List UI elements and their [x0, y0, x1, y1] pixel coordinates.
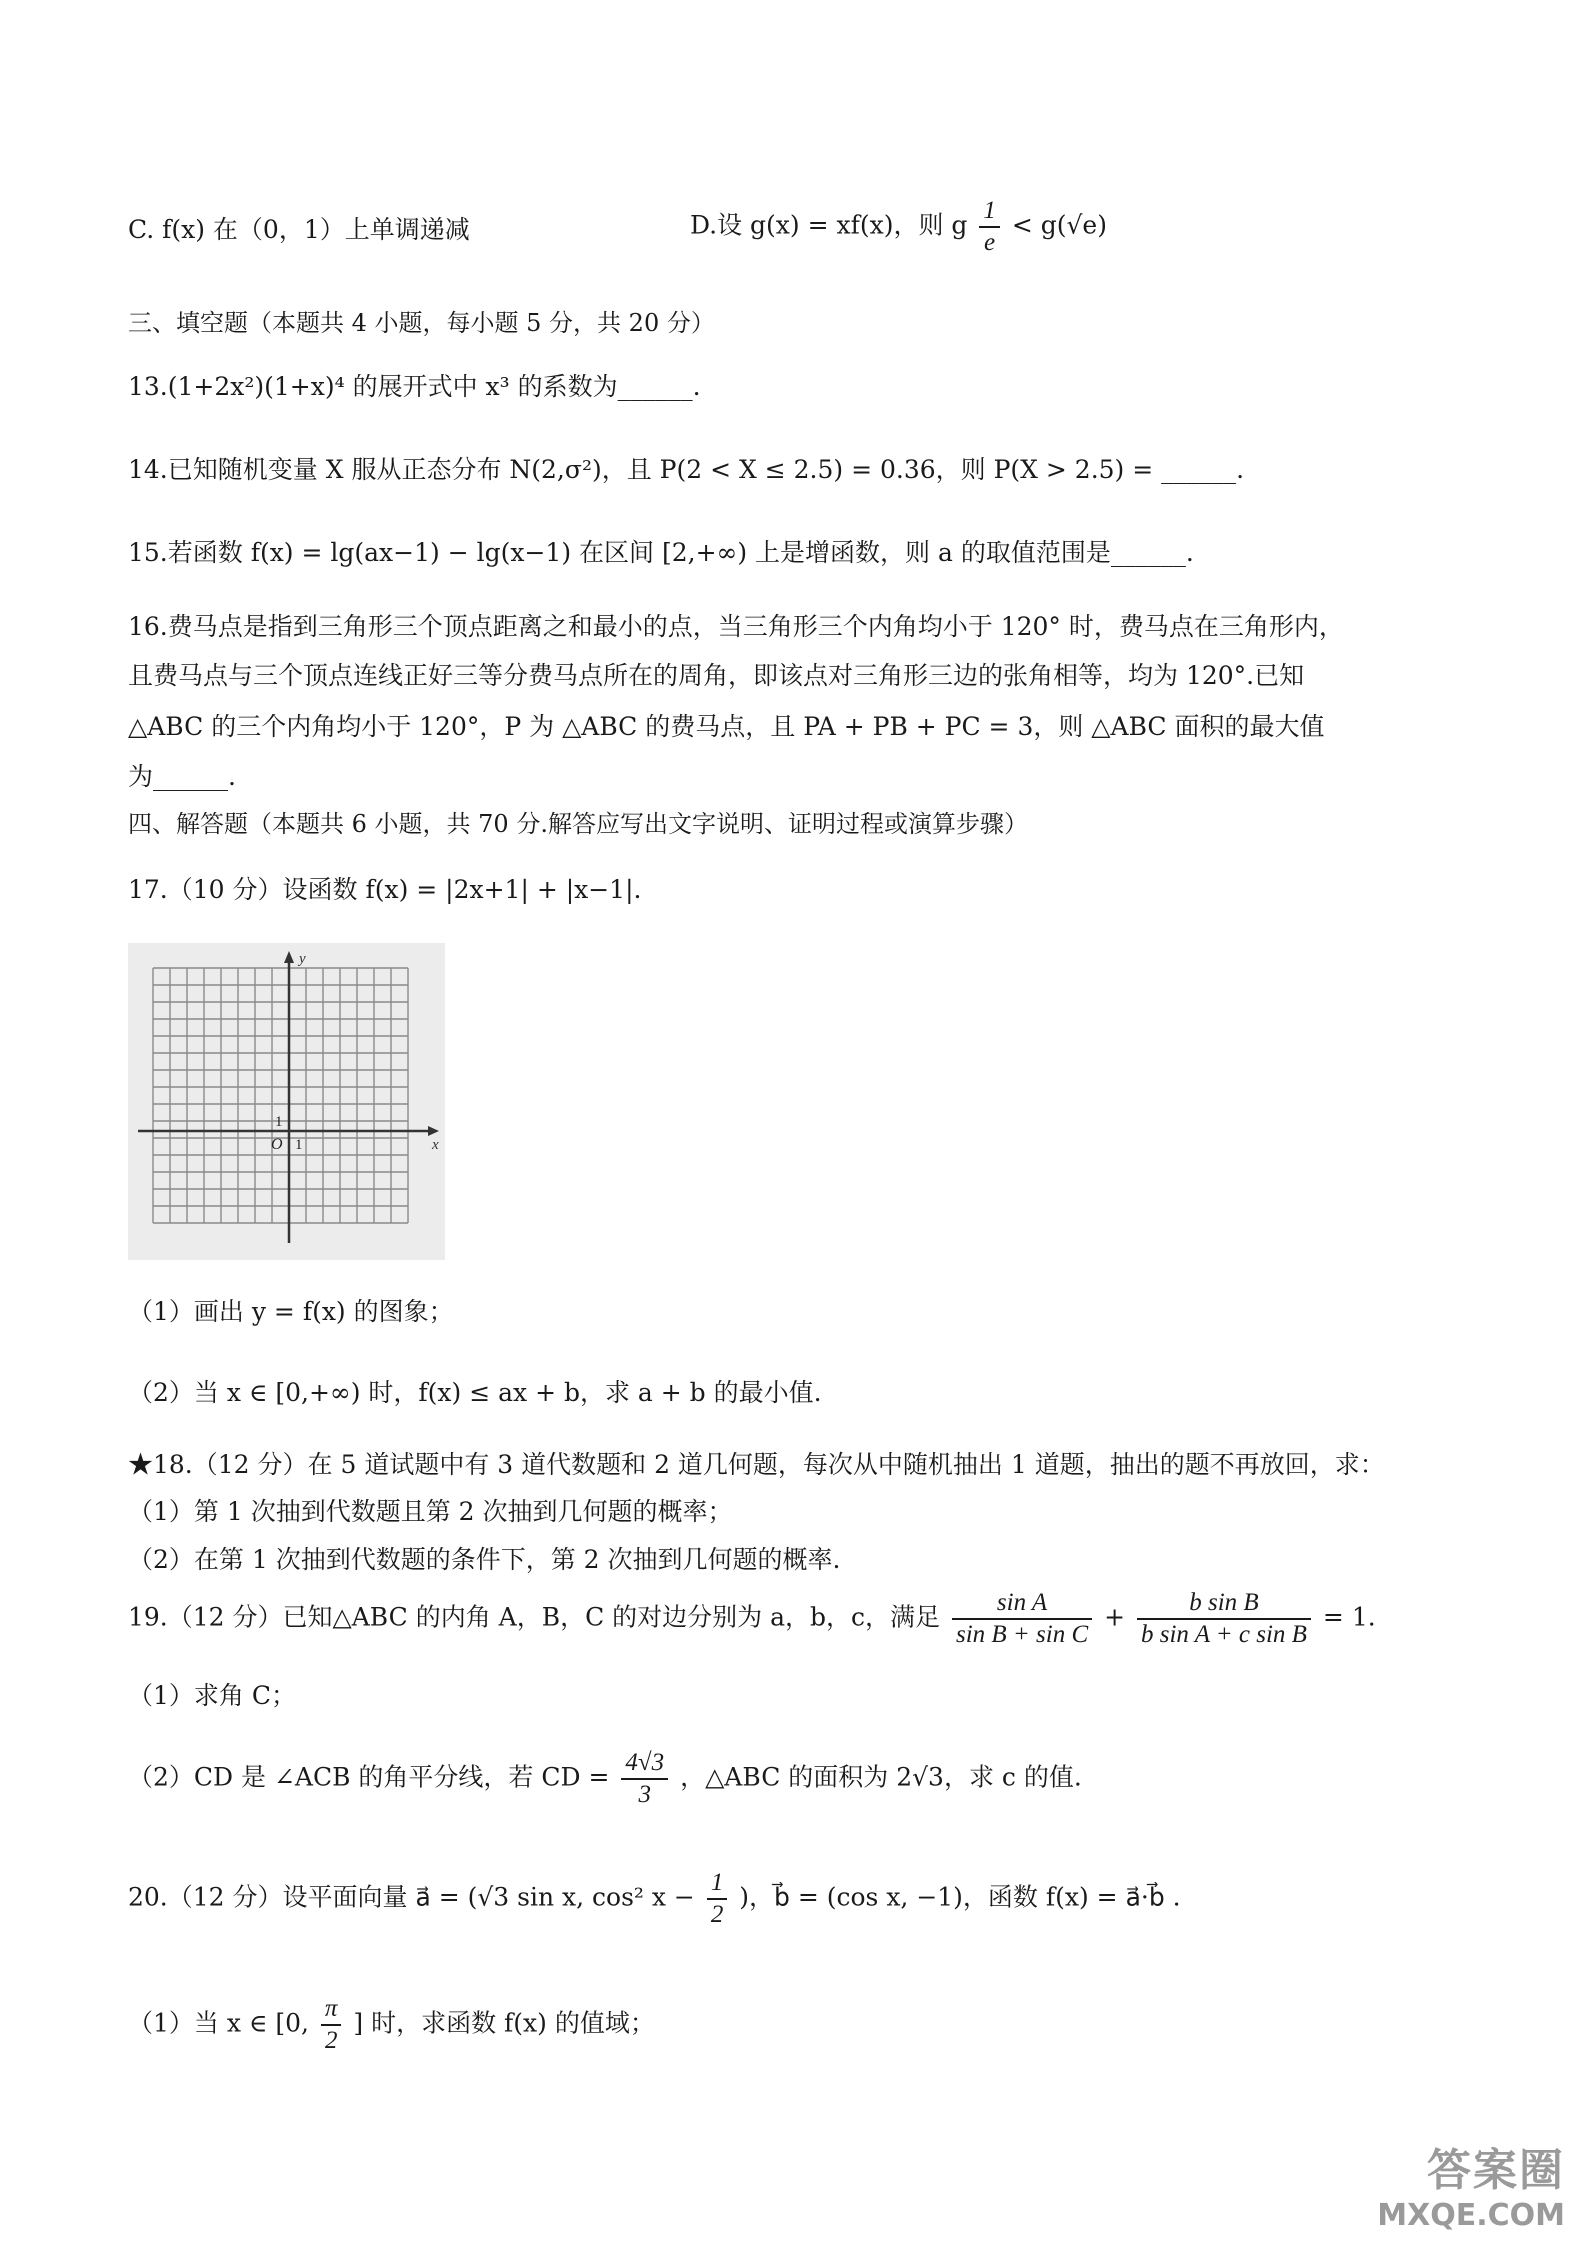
option-d-fraction — [979, 196, 1000, 258]
frac-numerator: 1 — [707, 1868, 728, 1900]
y-unit-label: 1 — [275, 1114, 283, 1130]
question-20 — [128, 1868, 1181, 1930]
question-17-part-1: （1）画出 y = f(x) 的图象； — [128, 1297, 454, 1326]
question-20-lead: 20.（12 分）设平面向量 a⃗ = (√3 sin x, cos² x − — [128, 1882, 695, 1912]
question-18-part-2: （2）在第 1 次抽到代数题的条件下，第 2 次抽到几何题的概率. — [128, 1545, 841, 1574]
question-16-line-4: 为______. — [128, 762, 236, 791]
question-19-part-2 — [128, 1748, 1082, 1810]
question-19-part-2-lead: （2）CD 是 ∠ACB 的角平分线，若 CD = — [128, 1762, 610, 1792]
option-d-text: D.设 g(x) = xf(x)，则 g — [690, 210, 968, 240]
question-19-equals: = 1. — [1322, 1602, 1376, 1632]
y-axis-arrow — [284, 951, 294, 963]
watermark-url: MXQE.COM — [1377, 2198, 1565, 2233]
frac-denominator: 3 — [638, 1781, 651, 1808]
question-17: 17.（10 分）设函数 f(x) = |2x+1| + |x−1|. — [128, 875, 642, 904]
option-d — [690, 196, 1107, 258]
plus-sign: + — [1104, 1602, 1126, 1632]
question-19-lead: 19.（12 分）已知△ABC 的内角 A，B，C 的对边分别为 a，b，c，满足 — [128, 1602, 941, 1632]
coordinate-grid — [128, 943, 445, 1260]
x-axis-arrow — [428, 1126, 439, 1136]
x-unit-label: 1 — [295, 1137, 303, 1153]
y-axis-label: y — [299, 951, 306, 967]
question-17-part-2: （2）当 x ∈ [0,+∞) 时，f(x) ≤ ax + b，求 a + b 的最小值. — [128, 1378, 822, 1407]
frac-denominator: 2 — [324, 2027, 338, 2054]
question-15: 15.若函数 f(x) = lg(ax−1) − lg(x−1) 在区间 [2,+∞) 上是增函数，则 a 的取值范围是______. — [128, 538, 1194, 567]
question-20-tail: )，b⃗ = (cos x, −1)，函数 f(x) = a⃗·b⃗ . — [739, 1882, 1181, 1912]
question-20-part-1 — [128, 1994, 655, 2056]
frac-numerator: sin A — [952, 1588, 1092, 1620]
section-3-heading: 三、填空题（本题共 4 小题，每小题 5 分，共 20 分） — [128, 309, 715, 337]
question-20-fraction — [707, 1868, 728, 1930]
question-16-line-2: 且费马点与三个顶点连线正好三等分费马点所在的周角，即该点对三角形三边的张角相等，均为 120°.已知 — [128, 661, 1305, 690]
frac-denominator: sin B + sin C — [955, 1621, 1089, 1648]
grid-lines — [153, 968, 408, 1223]
question-20-part-1-lead: （1）当 x ∈ [0, — [128, 2008, 309, 2038]
question-19-fraction-1 — [952, 1588, 1092, 1650]
coordinate-grid-figure — [128, 943, 445, 1260]
section-4-heading: 四、解答题（本题共 6 小题，共 70 分.解答应写出文字说明、证明过程或演算步骤） — [128, 810, 1028, 838]
question-18: ★18.（12 分）在 5 道试题中有 3 道代数题和 2 道几何题，每次从中随机抽出 1 道题，抽出的题不再放回，求： — [128, 1450, 1385, 1479]
question-20-part-1-fraction — [321, 1994, 342, 2056]
watermark-logo: 答案圈 — [1427, 2145, 1565, 2196]
question-14: 14.已知随机变量 X 服从正态分布 N(2,σ²)，且 P(2 < X ≤ 2.5) = 0.36，则 P(X > 2.5) = ______. — [128, 455, 1245, 484]
frac-numerator: π — [321, 1994, 342, 2026]
frac-denominator: e — [984, 229, 996, 256]
question-16-line-3: △ABC 的三个内角均小于 120°，P 为 △ABC 的费马点，且 PA + PB + PC = 3，则 △ABC 面积的最大值 — [128, 712, 1325, 741]
question-16-line-1: 16.费马点是指到三角形三个顶点距离之和最小的点，当三角形三个内角均小于 120° 时，费马点在三角形内， — [128, 612, 1344, 641]
question-18-part-1: （1）第 1 次抽到代数题且第 2 次抽到几何题的概率； — [128, 1497, 733, 1526]
option-c: C. f(x) 在（0，1）上单调递减 — [128, 215, 470, 244]
option-d-tail: < g(√e) — [1011, 210, 1107, 240]
question-19-part-2-fraction — [621, 1748, 668, 1810]
question-19 — [128, 1588, 1376, 1650]
question-13: 13.(1+2x²)(1+x)⁴ 的展开式中 x³ 的系数为______. — [128, 372, 701, 401]
question-19-part-2-tail: ，△ABC 的面积为 2√3，求 c 的值. — [680, 1762, 1082, 1792]
x-axis-label: x — [432, 1137, 439, 1153]
frac-denominator: 2 — [710, 1901, 724, 1928]
frac-numerator: b sin B — [1137, 1588, 1311, 1620]
question-20-part-1-tail: ] 时，求函数 f(x) 的值域； — [353, 2008, 655, 2038]
question-19-part-1: （1）求角 C； — [128, 1681, 296, 1710]
watermark — [1377, 2134, 1565, 2233]
frac-numerator: 4√3 — [621, 1748, 668, 1780]
frac-numerator: 1 — [979, 196, 1000, 228]
origin-label: O — [271, 1136, 283, 1153]
question-19-fraction-2 — [1137, 1588, 1311, 1650]
frac-denominator: b sin A + c sin B — [1141, 1621, 1307, 1648]
